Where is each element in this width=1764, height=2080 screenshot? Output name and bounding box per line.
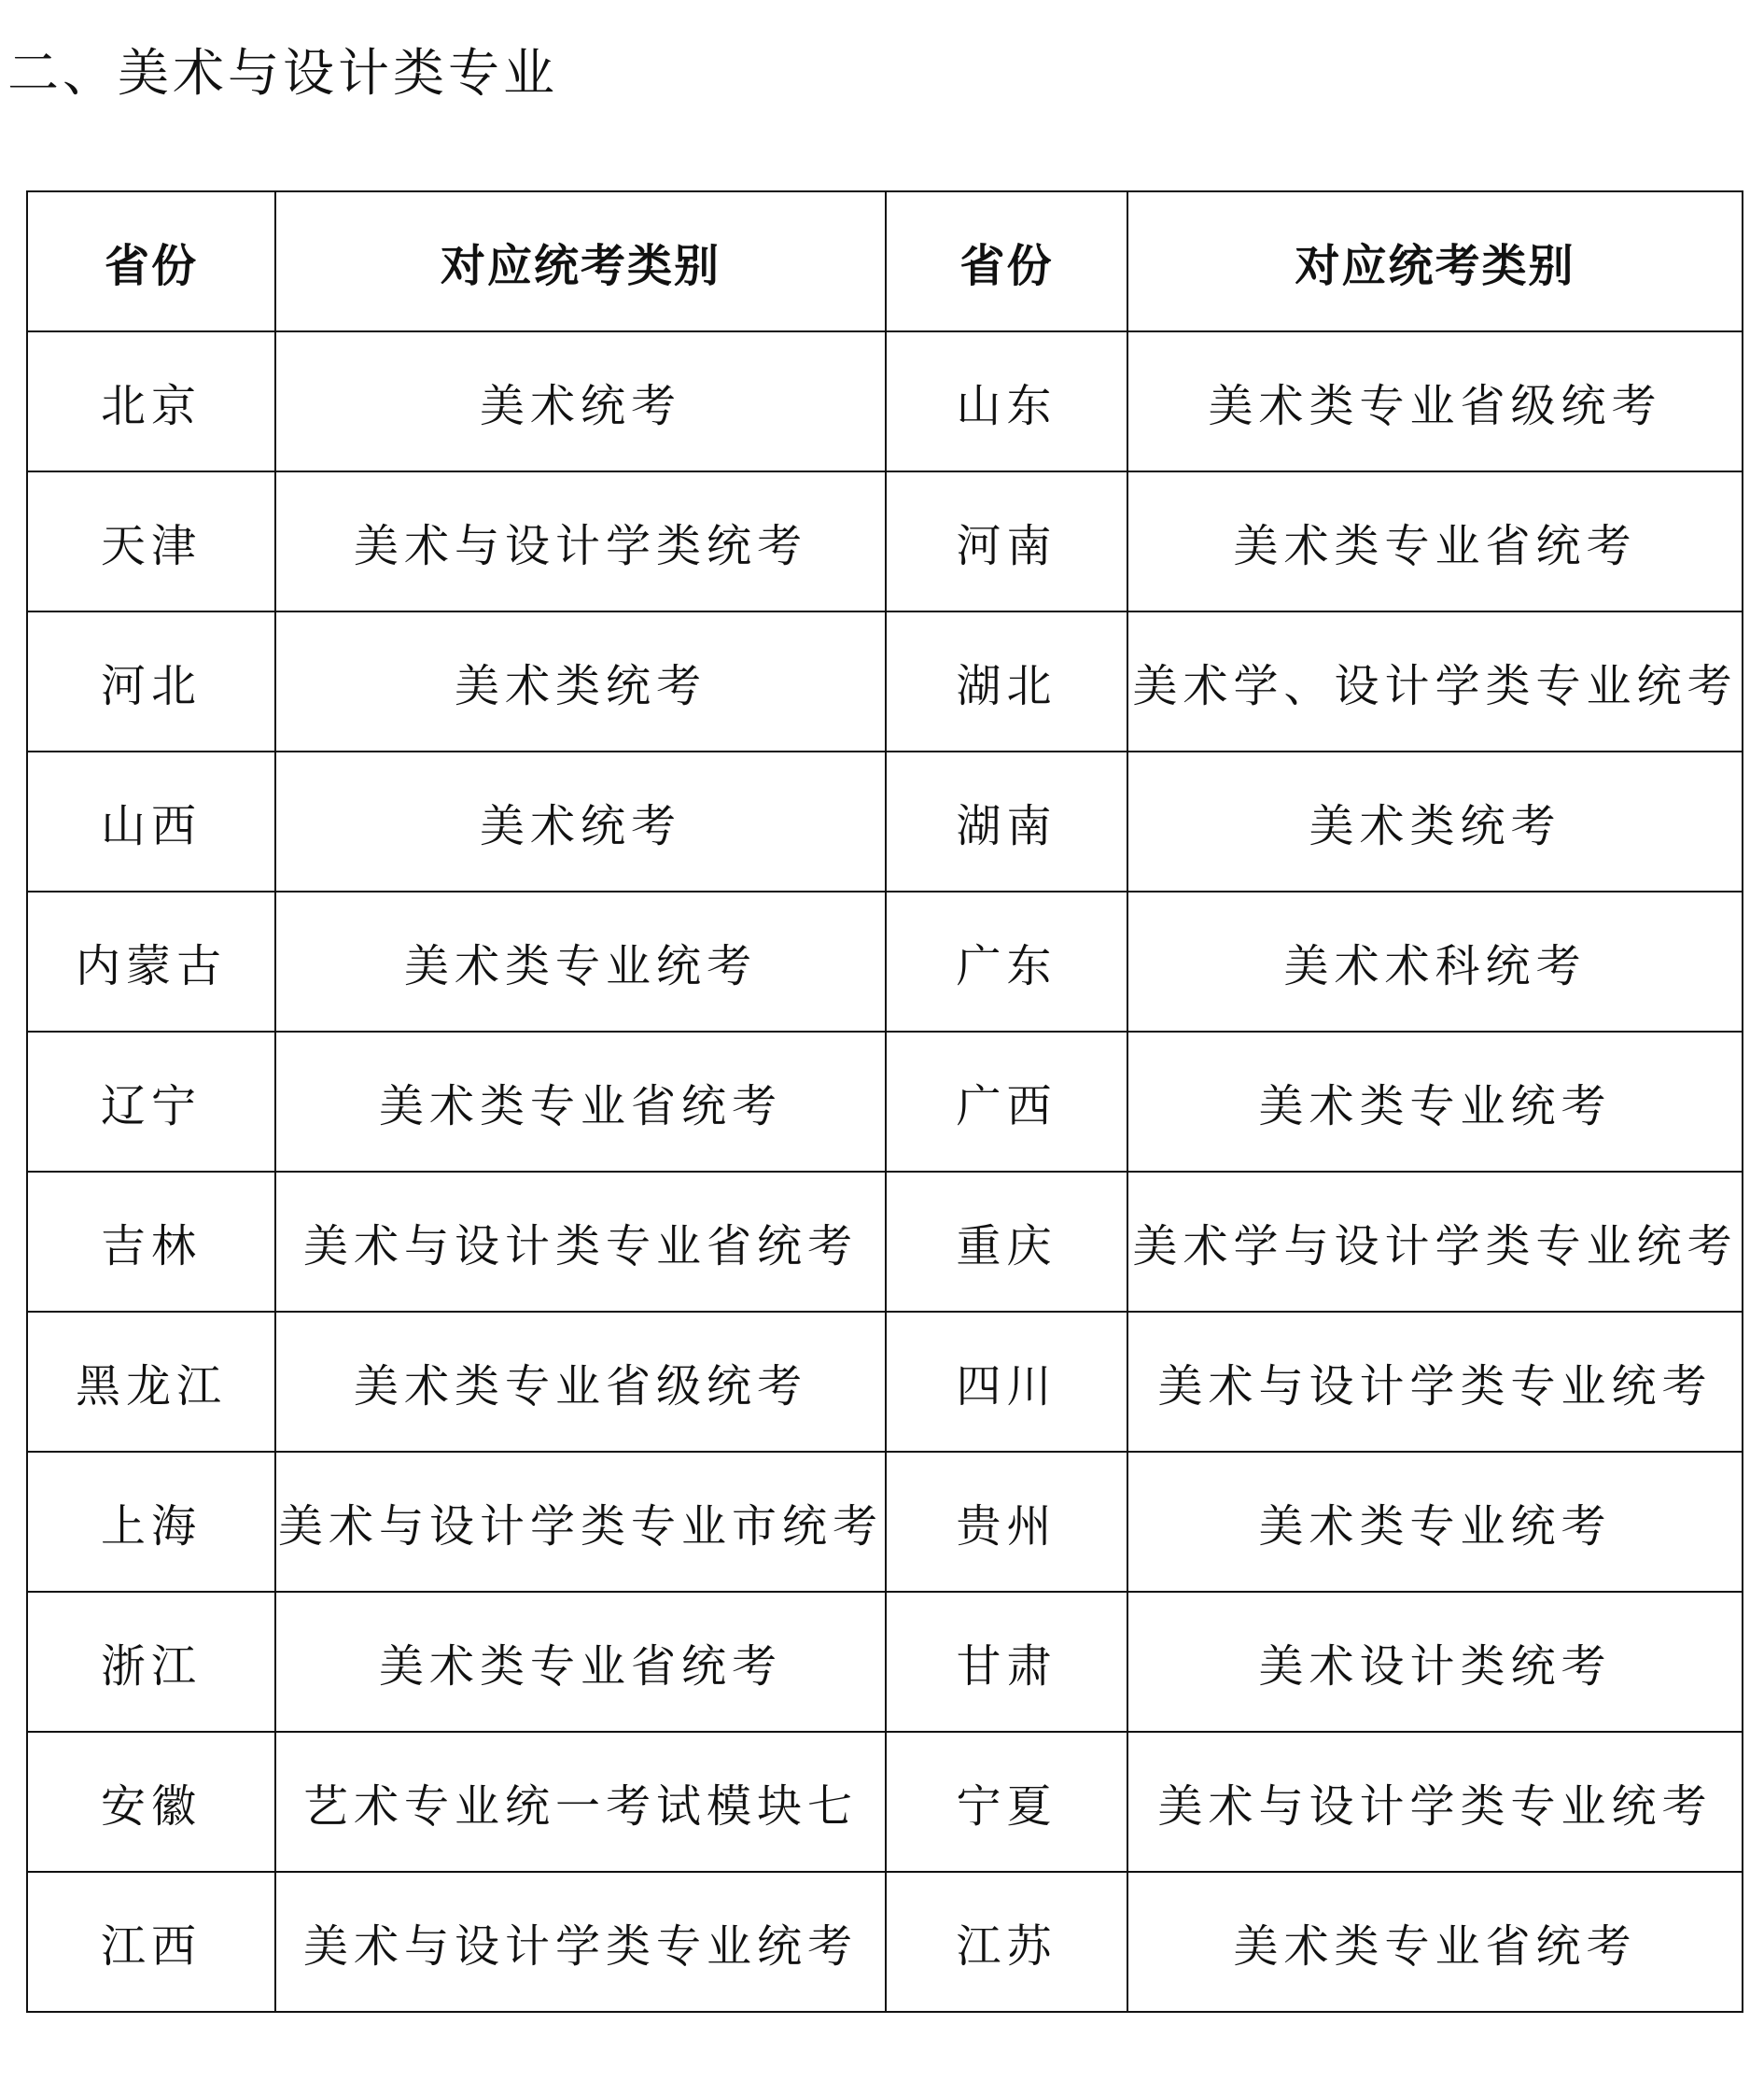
province-cell: 浙江 — [27, 1592, 275, 1732]
province-cell: 广东 — [886, 892, 1127, 1032]
header-province-right: 省份 — [886, 191, 1127, 331]
table-row — [27, 1452, 1743, 1592]
exam-category-cell: 美术统考 — [275, 752, 886, 892]
exam-category-cell: 美术与设计学类专业统考 — [275, 1872, 886, 2012]
exam-category-cell: 美术与设计学类专业统考 — [1127, 1312, 1743, 1452]
province-cell: 河北 — [27, 611, 275, 752]
province-cell: 重庆 — [886, 1172, 1127, 1312]
table-row — [27, 1592, 1743, 1732]
province-cell: 内蒙古 — [27, 892, 275, 1032]
province-cell: 北京 — [27, 331, 275, 471]
exam-category-cell: 美术与设计学类统考 — [275, 471, 886, 611]
exam-category-cell: 美术统考 — [275, 331, 886, 471]
table-row — [27, 331, 1743, 471]
province-cell: 四川 — [886, 1312, 1127, 1452]
table-row — [27, 892, 1743, 1032]
header-exam-category-right: 对应统考类别 — [1127, 191, 1743, 331]
table-row — [27, 1732, 1743, 1872]
exam-category-cell: 美术类统考 — [1127, 752, 1743, 892]
exam-category-cell: 美术学、设计学类专业统考 — [1127, 611, 1743, 752]
province-cell: 贵州 — [886, 1452, 1127, 1592]
table-header-row — [27, 191, 1743, 331]
exam-category-cell: 美术类专业省统考 — [275, 1032, 886, 1172]
exam-category-cell: 美术类专业省统考 — [1127, 1872, 1743, 2012]
header-exam-category-left: 对应统考类别 — [275, 191, 886, 331]
province-cell: 湖北 — [886, 611, 1127, 752]
province-cell: 湖南 — [886, 752, 1127, 892]
exam-category-cell: 美术类专业统考 — [275, 892, 886, 1032]
exam-category-cell: 美术与设计类专业省统考 — [275, 1172, 886, 1312]
table-row — [27, 752, 1743, 892]
exam-category-cell: 美术类专业省级统考 — [275, 1312, 886, 1452]
exam-category-cell: 美术与设计学类专业市统考 — [275, 1452, 886, 1592]
province-cell: 河南 — [886, 471, 1127, 611]
province-cell: 天津 — [27, 471, 275, 611]
province-cell: 黑龙江 — [27, 1312, 275, 1452]
exam-category-cell: 美术学与设计学类专业统考 — [1127, 1172, 1743, 1312]
province-cell: 吉林 — [27, 1172, 275, 1312]
province-cell: 山东 — [886, 331, 1127, 471]
table-row — [27, 471, 1743, 611]
province-cell: 甘肃 — [886, 1592, 1127, 1732]
province-cell: 宁夏 — [886, 1732, 1127, 1872]
exam-category-cell: 美术术科统考 — [1127, 892, 1743, 1032]
province-cell: 安徽 — [27, 1732, 275, 1872]
table-row — [27, 1312, 1743, 1452]
province-cell: 辽宁 — [27, 1032, 275, 1172]
exam-category-cell: 美术类专业省级统考 — [1127, 331, 1743, 471]
province-cell: 江西 — [27, 1872, 275, 2012]
exam-category-cell: 美术与设计学类专业统考 — [1127, 1732, 1743, 1872]
table-row — [27, 1872, 1743, 2012]
exam-category-cell: 美术设计类统考 — [1127, 1592, 1743, 1732]
province-cell: 上海 — [27, 1452, 275, 1592]
table-row — [27, 1032, 1743, 1172]
table-row — [27, 1172, 1743, 1312]
page-heading: 二、美术与设计类专业 — [7, 43, 559, 103]
exam-category-cell: 艺术专业统一考试模块七 — [275, 1732, 886, 1872]
province-cell: 江苏 — [886, 1872, 1127, 2012]
exam-category-cell: 美术类专业省统考 — [1127, 471, 1743, 611]
exam-category-cell: 美术类专业统考 — [1127, 1452, 1743, 1592]
province-exam-table — [26, 190, 1743, 2013]
province-cell: 山西 — [27, 752, 275, 892]
header-province-left: 省份 — [27, 191, 275, 331]
exam-category-cell: 美术类专业统考 — [1127, 1032, 1743, 1172]
table-row — [27, 611, 1743, 752]
exam-category-cell: 美术类统考 — [275, 611, 886, 752]
exam-category-cell: 美术类专业省统考 — [275, 1592, 886, 1732]
province-cell: 广西 — [886, 1032, 1127, 1172]
